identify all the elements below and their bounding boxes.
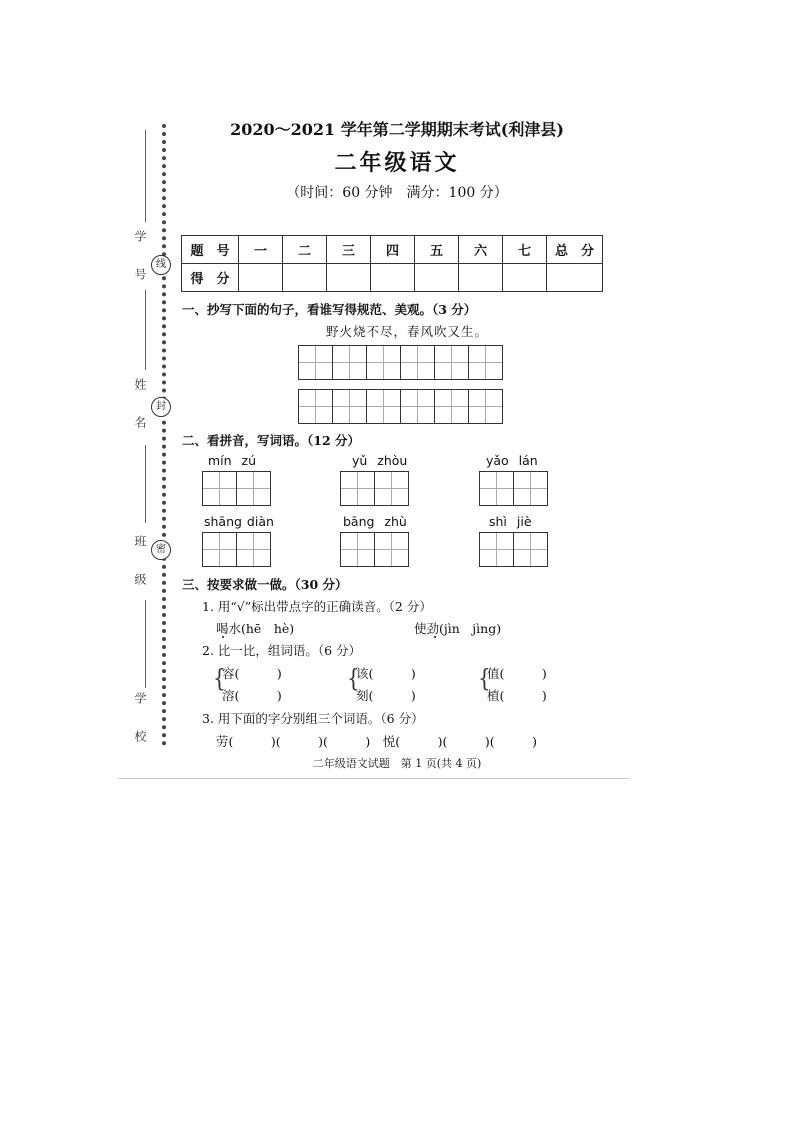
score-header-cell: 五: [415, 236, 459, 264]
score-header-cell: 七: [503, 236, 547, 264]
score-input-cell[interactable]: [371, 264, 415, 292]
seal-xian: 线: [151, 255, 171, 275]
writing-cell[interactable]: [367, 390, 401, 423]
pinyin-label: mín zú: [208, 453, 257, 468]
pinyin-label: shāng diàn: [204, 514, 274, 529]
binding-dotted-line: [162, 124, 166, 746]
writing-cell[interactable]: [237, 472, 270, 505]
score-header-cell: 四: [371, 236, 415, 264]
class-label: 班级: [133, 535, 147, 611]
score-table-header-row: [182, 236, 603, 264]
q1-item-a[interactable]: 喝水(hē hè): [216, 621, 295, 636]
page-footer: 二年级语文试题 第 1 页(共 4 页): [312, 757, 482, 770]
emphasis-dot: [222, 636, 224, 638]
school-label: 学校: [133, 692, 147, 768]
q2-item[interactable]: 值( ): [487, 666, 547, 681]
name-label: 姓名: [133, 378, 147, 454]
writing-cell[interactable]: [469, 390, 502, 423]
writing-cell[interactable]: [375, 472, 408, 505]
subject-title: 二年级语文: [334, 150, 460, 176]
pinyin-label: bāng zhù: [343, 514, 407, 529]
writing-cell[interactable]: [237, 533, 270, 566]
word-grid[interactable]: [479, 471, 548, 506]
brace-symbol: {: [213, 663, 226, 693]
writing-cell[interactable]: [299, 390, 333, 423]
score-header-cell: 六: [459, 236, 503, 264]
writing-cell[interactable]: [401, 390, 435, 423]
q1-item-b[interactable]: 使劲(jìn jìng): [414, 621, 502, 636]
writing-cell[interactable]: [514, 533, 547, 566]
writing-cell[interactable]: [203, 533, 237, 566]
writing-cell[interactable]: [375, 533, 408, 566]
section1-heading: 一、抄写下面的句子，看谁写得规范、美观。（3 分）: [182, 302, 477, 317]
exam-title: 2020～2021 学年第二学期期末考试(利津县): [230, 120, 564, 139]
page-bottom-rule: [118, 778, 630, 779]
score-input-cell[interactable]: [283, 264, 327, 292]
pinyin-label: yǔ zhòu: [352, 453, 408, 468]
section2-heading: 二、看拼音，写词语。（12 分）: [182, 433, 360, 448]
score-input-cell[interactable]: [415, 264, 459, 292]
writing-cell[interactable]: [341, 472, 375, 505]
section3-heading: 三、按要求做一做。（30 分）: [182, 577, 348, 592]
q2-label: 2. 比一比，组词语。（6 分）: [202, 643, 362, 658]
writing-cell[interactable]: [401, 346, 435, 379]
writing-cell[interactable]: [341, 533, 375, 566]
copy-grid-row-2[interactable]: [298, 389, 503, 424]
time-info: （时间：60 分钟 满分：100 分）: [286, 185, 508, 201]
score-header-cell: 三: [327, 236, 371, 264]
score-input-cell[interactable]: [547, 264, 603, 292]
score-table-score-row: [182, 264, 603, 292]
name-blank[interactable]: [145, 290, 146, 370]
writing-cell[interactable]: [299, 346, 333, 379]
writing-cell[interactable]: [435, 390, 469, 423]
q3-label: 3. 用下面的字分别组三个词语。（6 分）: [202, 711, 424, 726]
emphasis-dot: [434, 636, 436, 638]
word-grid[interactable]: [202, 532, 271, 567]
score-row-label: 得 分: [182, 264, 239, 292]
word-grid[interactable]: [479, 532, 548, 567]
copy-grid-row-1[interactable]: [298, 345, 503, 380]
score-table: [181, 235, 603, 292]
score-input-cell[interactable]: [503, 264, 547, 292]
q2-item[interactable]: 该( ): [356, 666, 416, 681]
writing-cell[interactable]: [367, 346, 401, 379]
writing-cell[interactable]: [333, 390, 367, 423]
writing-cell[interactable]: [435, 346, 469, 379]
seal-feng: 封: [151, 397, 171, 417]
score-header-cell: 二: [283, 236, 327, 264]
student-id-label: 学号: [133, 230, 147, 306]
score-header-cell: 题 号: [182, 236, 239, 264]
seal-mi: 密: [151, 540, 171, 560]
q2-item[interactable]: 刻( ): [356, 688, 416, 703]
score-input-cell[interactable]: [239, 264, 283, 292]
score-input-cell[interactable]: [459, 264, 503, 292]
brace-symbol: {: [347, 663, 360, 693]
writing-cell[interactable]: [514, 472, 547, 505]
word-grid[interactable]: [202, 471, 271, 506]
writing-cell[interactable]: [480, 533, 514, 566]
q2-item[interactable]: 植( ): [487, 688, 547, 703]
score-input-cell[interactable]: [327, 264, 371, 292]
pinyin-label: shì jiè: [489, 514, 532, 529]
writing-cell[interactable]: [480, 472, 514, 505]
writing-cell[interactable]: [469, 346, 502, 379]
writing-cell[interactable]: [203, 472, 237, 505]
q1-label: 1. 用“√”标出带点字的正确读音。（2 分）: [202, 599, 432, 614]
q3-line[interactable]: 劳( )( )( ) 悦( )( )( ): [216, 734, 538, 749]
q2-item[interactable]: 溶( ): [222, 688, 282, 703]
score-header-cell: 总 分: [547, 236, 603, 264]
section1-sentence: 野火烧不尽，春风吹又生。: [326, 324, 489, 339]
score-header-cell: 一: [239, 236, 283, 264]
word-grid[interactable]: [340, 471, 409, 506]
writing-cell[interactable]: [333, 346, 367, 379]
pinyin-label: yǎo lán: [486, 453, 538, 468]
word-grid[interactable]: [340, 532, 409, 567]
school-blank[interactable]: [145, 600, 146, 688]
class-blank[interactable]: [145, 445, 146, 523]
brace-symbol: {: [478, 663, 491, 693]
q2-item[interactable]: 容( ): [222, 666, 282, 681]
